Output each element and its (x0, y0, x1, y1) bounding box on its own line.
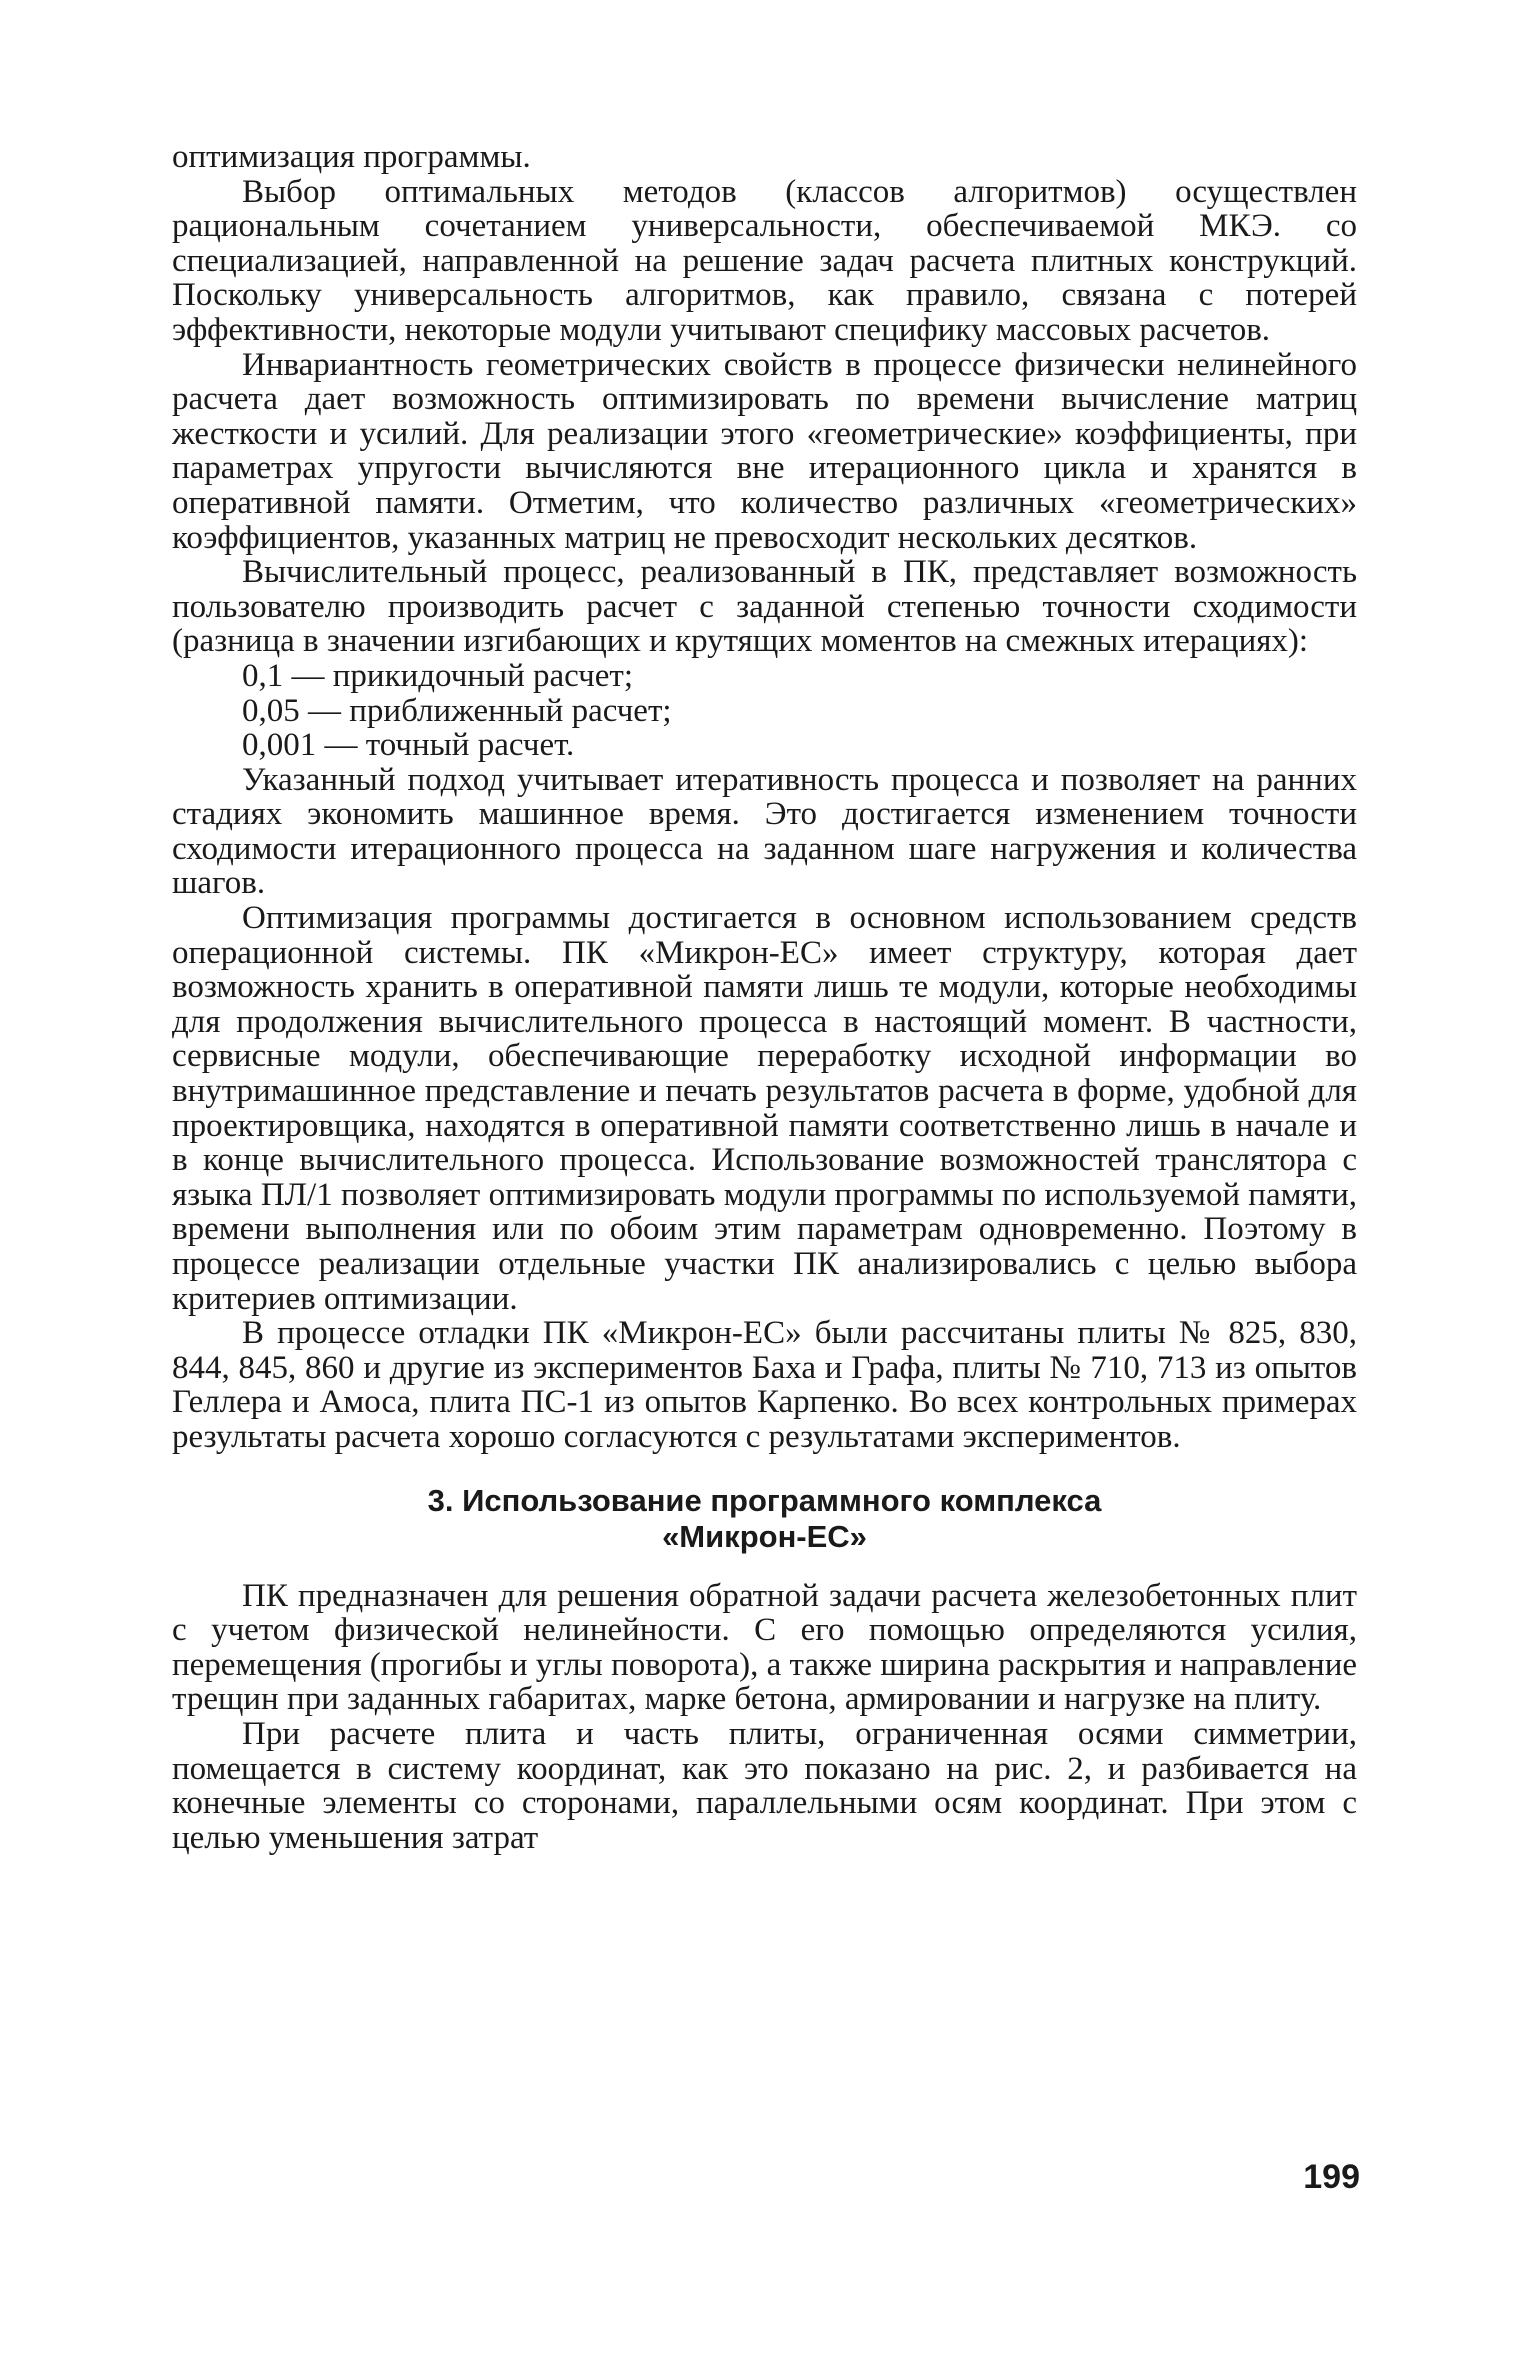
paragraph-computational-process: Вычислительный процесс, реализованный в ПК, представляет возможность пользователю производить расчет с заданной степенью точности сходимости (разница в значении изгибающих и крутящих моментов на смежных итерациях): (172, 554, 1357, 660)
paragraph-purpose: ПК предназначен для решения обратной задачи расчета железобетонных плит с учетом физической нелинейности. С его помощью определяются усилия, перемещения (прогибы и углы поворота), а также ширина раскрытия и направление трещин при заданных габаритах, марке бетона, армировании и нагрузке на плиту. (172, 1577, 1357, 1718)
page-body (172, 140, 1357, 1855)
section-heading-line-2: «Микрон-ЕС» (662, 1518, 867, 1554)
paragraph-calculation: При расчете плита и часть плиты, ограниченная осями симметрии, помещается в систему координат, как это показано на рис. 2, и разбивается на конечные элементы со сторонами, параллельными осям координат. При этом с целью уменьшения затрат (172, 1715, 1357, 1856)
paragraph-program-optimization: Оптимизация программы достигается в основном использованием средств операционной системы. ПК «Микрон-ЕС» имеет структуру, которая дает возможность хранить в оперативной памяти лишь те модули, которые необходимы для продолжения вычислительного процесса в настоящий момент. В частности, сервисные модули, обеспечивающие переработку исходной информации во внутримашинное представление и печать результатов расчета в форме, удобной для проектировщика, находятся в оперативной памяти соответственно лишь в начале и в конце вычислительного процесса. Использование возможностей транслятора с языка ПЛ/1 позволяет оптимизировать модули программы по используемой памяти, времени выполнения или по обоим этим параметрам одновременно. Поэтому в процессе реализации отдельные участки ПК анализировались с целью выбора критериев оптимизации. (172, 900, 1357, 1317)
list-item: 0,001 — точный расчет. (242, 727, 575, 764)
list-item: 0,1 — прикидочный расчет; (242, 657, 634, 694)
paragraph-geometric-invariance: Инвариантность геометрических свойств в процессе физически нелинейного расчета дает возможность оптимизировать по времени вычисление матриц жесткости и усилий. Для реализации этого «геометрические» коэффициенты, при параметрах упругости вычисляются вне итерационного цикла и хранятся в оперативной памяти. Отметим, что количество различных «геометрических» коэффициентов, указанных матриц не превосходит нескольких десятков. (172, 346, 1357, 556)
accuracy-list (172, 659, 1357, 763)
paragraph-debugging: В процессе отладки ПК «Микрон-ЕС» были рассчитаны плиты № 825, 830, 844, 845, 860 и другие из экспериментов Баха и Графа, плиты № 710, 713 из опытов Геллера и Амоса, плита ПС-1 из опытов Карпенко. Во всех контрольных примерах результаты расчета хорошо согласуются с результатами экспериментов. (172, 1315, 1357, 1455)
page-number: 199 (1303, 2158, 1360, 2196)
section-heading-line-1: 3. Использование программного комплекса (427, 1482, 1102, 1518)
paragraph-iterative-approach: Указанный подход учитывает итеративность процесса и позволяет на ранних стадиях экономить машинное время. Это достигается изменением точности сходимости итерационного процесса на заданном шаге нагружения и количества шагов. (172, 761, 1357, 902)
paragraph-continuation: оптимизация программы. (172, 139, 531, 175)
section-heading (172, 1483, 1357, 1555)
paragraph-method-selection: Выбор оптимальных методов (классов алгоритмов) осуществлен рациональным сочетанием универсальности, обеспечиваемой МКЭ. со специализацией, направленной на решение задач расчета плитных конструкций. Поскольку универсальность алгоритмов, как правило, связана с потерей эффективности, некоторые модули учитывают специфику массовых расчетов. (172, 173, 1357, 348)
list-item: 0,05 — приближенный расчет; (242, 692, 672, 729)
